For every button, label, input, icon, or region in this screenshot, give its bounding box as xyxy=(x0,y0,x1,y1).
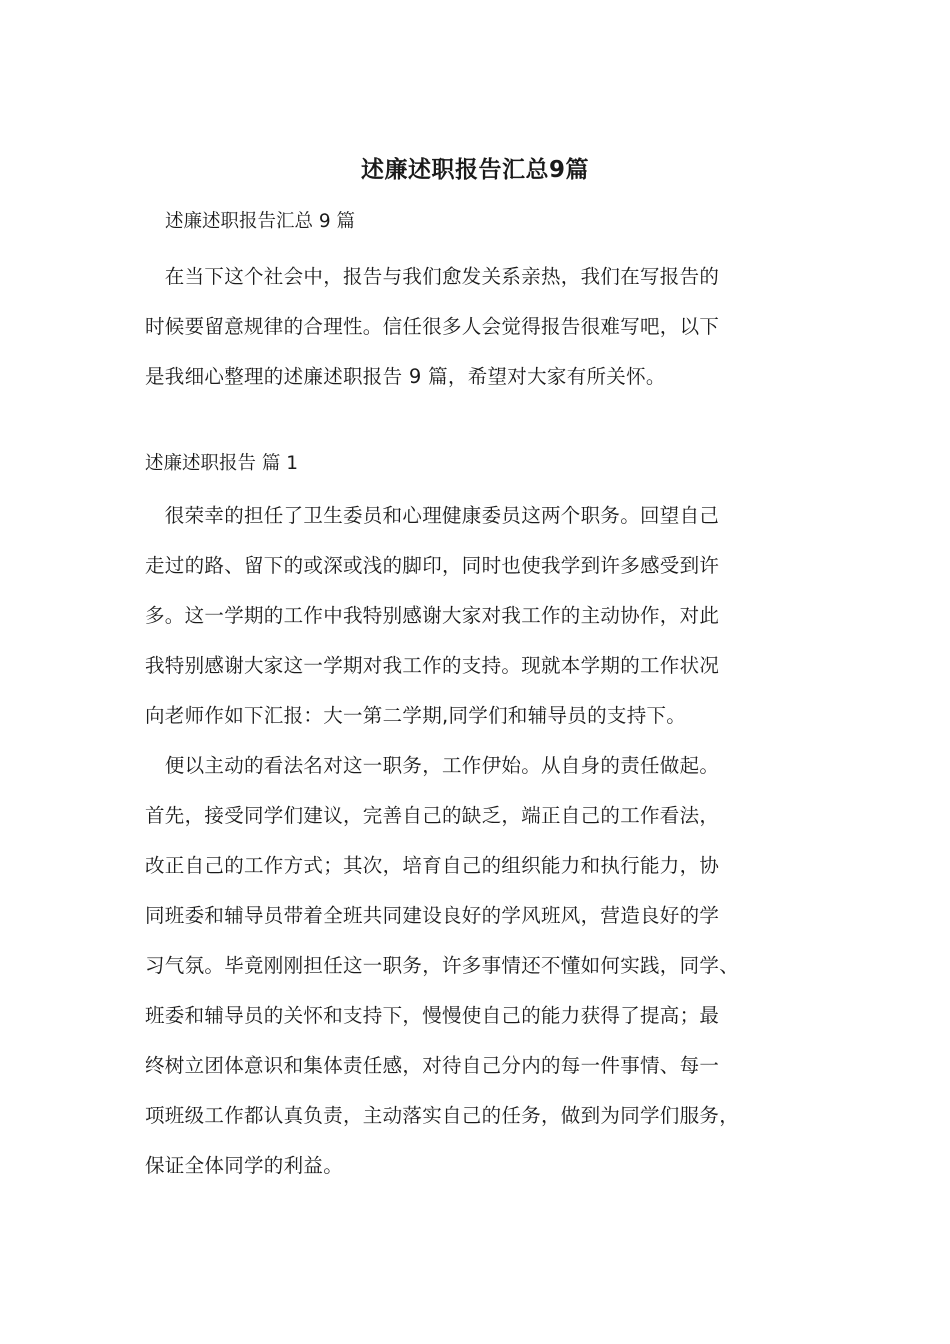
paragraph-line: 多。这一学期的工作中我特别感谢大家对我工作的主动协作，对此 xyxy=(145,604,720,627)
body-paragraph-1 xyxy=(145,491,815,741)
paragraph-line: 便以主动的看法名对这一职务，工作伊始。从自身的责任做起。 xyxy=(145,754,720,777)
paragraph-line: 走过的路、留下的或深或浅的脚印，同时也使我学到许多感受到许 xyxy=(145,554,720,577)
paragraph-line: 我特别感谢大家这一学期对我工作的支持。现就本学期的工作状况 xyxy=(145,654,720,677)
intro-paragraph xyxy=(145,252,815,402)
paragraph-line: 保证全体同学的利益。 xyxy=(145,1154,344,1177)
document-subtitle: 述廉述职报告汇总 9 篇 xyxy=(165,211,356,232)
intro-line: 在当下这个社会中，报告与我们愈发关系亲热，我们在写报告的 xyxy=(145,265,720,288)
document-title: 述廉述职报告汇总9篇 xyxy=(360,157,589,183)
paragraph-line: 习气氛。毕竟刚刚担任这一职务，许多事情还不懂如何实践，同学、 xyxy=(145,954,740,977)
intro-line: 是我细心整理的述廉述职报告 9 篇，希望对大家有所关怀。 xyxy=(145,365,666,388)
intro-line: 时候要留意规律的合理性。信任很多人会觉得报告很难写吧，以下 xyxy=(145,315,720,338)
paragraph-line: 改正自己的工作方式；其次，培育自己的组织能力和执行能力，协 xyxy=(145,854,720,877)
paragraph-line: 同班委和辅导员带着全班共同建设良好的学风班风，营造良好的学 xyxy=(145,904,720,927)
body-paragraph-2 xyxy=(145,741,815,1191)
paragraph-line: 项班级工作都认真负责，主动落实自己的任务，做到为同学们服务， xyxy=(145,1104,740,1127)
document-body xyxy=(145,202,815,1191)
paragraph-line: 班委和辅导员的关怀和支持下，慢慢使自己的能力获得了提高；最 xyxy=(145,1004,720,1027)
paragraph-line: 首先，接受同学们建议，完善自己的缺乏，端正自己的工作看法， xyxy=(145,804,720,827)
section-heading: 述廉述职报告 篇 1 xyxy=(145,453,299,474)
paragraph-line: 终树立团体意识和集体责任感，对待自己分内的每一件事情、每一 xyxy=(145,1054,720,1077)
paragraph-line: 向老师作如下汇报：大一第二学期,同学们和辅导员的支持下。 xyxy=(145,704,687,727)
paragraph-line: 很荣幸的担任了卫生委员和心理健康委员这两个职务。回望自己 xyxy=(145,504,720,527)
